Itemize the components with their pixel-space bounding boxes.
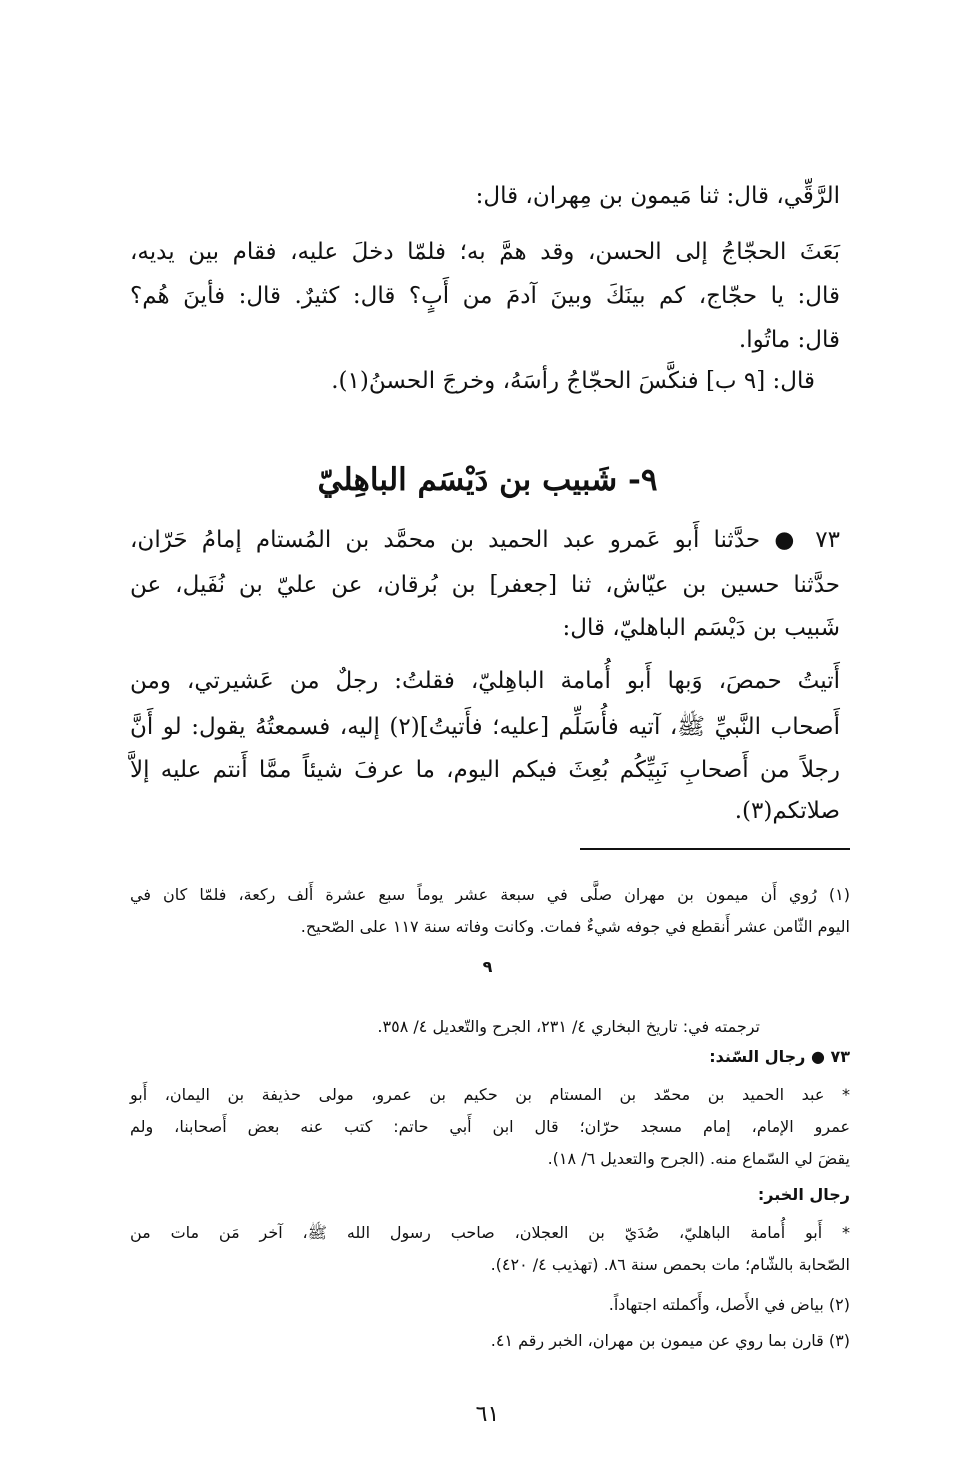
body-line-1: الرَّقِّي، قال: ثنا مَيمون بن مِهران، قال: bbox=[475, 183, 840, 209]
body-line-10: أَصحاب النَّبيِّ ﷺ، آتيه فأُسَلِّم [عليه؛ فأَتيتُ](٢) إليه، فسمعتُهُ يقول: لو أَنَّ bbox=[130, 714, 840, 740]
body-line-7: حدَّثنا حسين بن عيّاش، ثنا [جعفر] بن بُرقان، عن عليّ بن نُفَيل، عن bbox=[130, 572, 840, 598]
body-line-2: بَعَثَ الحجّاجُ إلى الحسن، وقد همَّ به؛ فلمّا دخلَ عليه، فقام بين يديه، bbox=[130, 239, 840, 265]
footnote-1-line-1: (١) رُوي أَن ميمون بن مهران صلَّى في سبعة عشر يوماً سبع عشرة أَلف ركعة، فلمّا كان في bbox=[130, 885, 850, 904]
footnote-isnad-line-3: يقضَ لي السّماع منه. (الجرح والتعديل ٦/ ١٨). bbox=[547, 1149, 850, 1168]
footnote-isnad-heading: ٧٣ ● رجال السّند: bbox=[709, 1047, 850, 1066]
body-line-9: أَتيتُ حمصَ، وَبها أَبو أُمامة الباهِليّ، فقلتُ: رجلٌ من عَشيرتي، ومن bbox=[130, 668, 840, 694]
footnote-isnad-line-1: * عبد الحميد بن محمّد بن المستام بن حكيم بن عمرو، مولى حذيفة بن اليمان، أَبو bbox=[130, 1085, 850, 1104]
footnote-section-number: ٩ bbox=[482, 957, 493, 976]
footnote-3: (٣) قارن بما روي عن ميمون بن مهران، الخبر رقم ٤١. bbox=[490, 1331, 850, 1350]
body-line-5: قال: [٩ ب] فنكَّسَ الحجّاجُ رأسَهُ، وخرجَ الحسنُ(١). bbox=[331, 368, 815, 394]
section-title: ٩- شَبيب بن دَيْسَم الباهِليّ bbox=[317, 462, 658, 498]
body-line-4: قال: ماتُوا. bbox=[738, 327, 840, 353]
footnote-translation-refs: ترجمته في: تاريخ البخاري ٤/ ٢٣١، الجرح والتّعديل ٤/ ٣٥٨. bbox=[377, 1017, 760, 1036]
footnote-isnad-line-2: عمرو الإمام، إمام مسجد حرّان؛ قال ابن أَبي حاتم: كتب عنه بعض أَصحابنا، ولم bbox=[130, 1117, 850, 1136]
page-number: ٦١ bbox=[475, 1402, 500, 1427]
body-line-8: شَبيب بن دَيْسَم الباهليّ، قال: bbox=[562, 615, 840, 641]
body-line-12: صلاتكم(٣). bbox=[734, 798, 840, 824]
body-line-6: ٧٣ ● حدَّثنا أَبو عَمرو عبد الحميد بن محمَّد بن المُستام إمامُ حَرّان، bbox=[130, 527, 840, 553]
footnote-1-line-2: اليوم الثّامن عشر أَنقطع في جوفه شيءٌ فمات. وكانت وفاته سنة ١١٧ على الصّحيح. bbox=[300, 917, 850, 936]
footnote-khabar-line-2: الصّحابة بالشّام؛ مات بحمص سنة ٨٦. (تهذيب ٤/ ٤٢٠). bbox=[490, 1255, 850, 1274]
footnote-khabar-heading: رجال الخبر: bbox=[757, 1185, 850, 1204]
footnote-khabar-line-1: * أَبو أُمامة الباهليّ، صُدَيّ بن العجلان، صاحب رسول الله ﷺ، آخر مَن مات من bbox=[130, 1223, 850, 1242]
body-line-3: قال: يا حجّاج، كم بينَكَ وبينَ آدمَ من أَبٍ؟ قال: كثيرٌ. قال: فأينَ هُم؟ bbox=[130, 283, 840, 309]
footnote-2: (٢) بياض في الأَصل، وأَكملته اجتهاداً. bbox=[608, 1295, 850, 1314]
body-line-11: رجلاً من أَصحابِ نَبِيِّكُم بُعِثَ فيكم اليوم، ما عرفَ شيئاً ممَّا أَنتم عليه إلاَّ bbox=[130, 757, 840, 783]
footnote-divider bbox=[580, 848, 850, 850]
